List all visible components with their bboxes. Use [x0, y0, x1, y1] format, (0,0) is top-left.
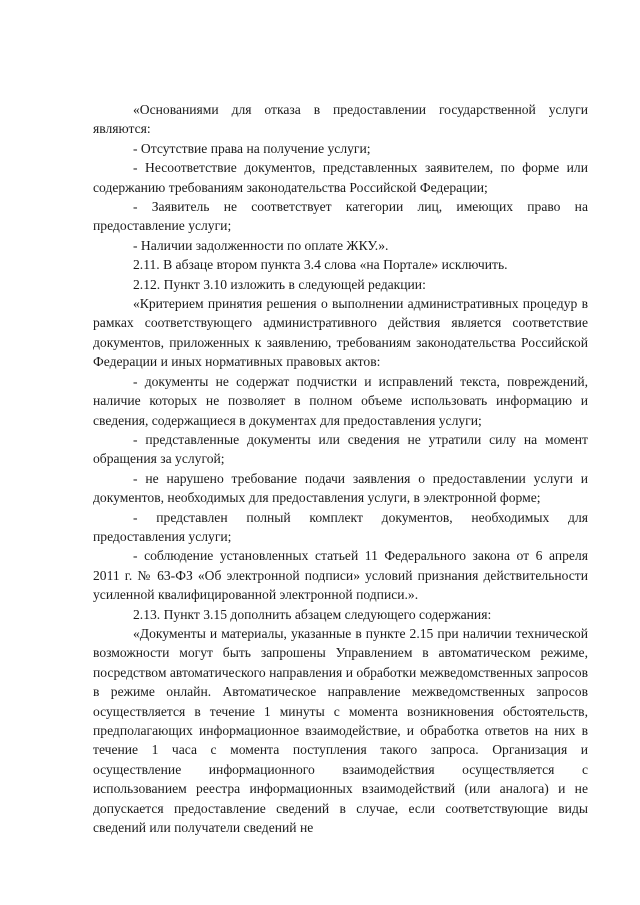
paragraph-item-2-11: 2.11. В абзаце втором пункта 3.4 слова «на Портале» исключить. [133, 257, 508, 273]
document-page [93, 100, 588, 837]
paragraph-criterion-valid-docs: - представленные документы или сведения не утратили силу на момент обращения за услугой; [93, 431, 588, 467]
paragraph-criterion-no-erasures: - документы не содержат подчистки и исправлений текста, повреждений, наличие которых не позволяет в полном объеме использовать информацию и сведения, содержащиеся в документах для предоставления услуги; [93, 373, 588, 428]
paragraph-refusal-grounds-intro: «Основаниями для отказа в предоставлении государственной услуги являются: [93, 102, 588, 137]
paragraph-criterion-electronic-form: - не нарушено требование подачи заявления о предоставлении услуги и документов, необходимых для предоставления услуги, в электронной форме; [93, 470, 588, 506]
paragraph-decision-criterion: «Критерием принятия решения о выполнении административных процедур в рамках соответствующего административного действия является соответствие документов, приложенных к заявлению, требованиям законодательства Российской Федерации и иных нормативных правовых актов: [93, 296, 588, 370]
paragraph-refusal-category: - Заявитель не соответствует категории лиц, имеющих право на предоставление услуги; [93, 199, 588, 234]
paragraph-item-2-12: 2.12. Пункт 3.10 изложить в следующей редакции: [133, 276, 426, 292]
paragraph-refusal-no-right: - Отсутствие права на получение услуги; [133, 140, 371, 156]
paragraph-criterion-e-signature: - соблюдение установленных статьей 11 Федерального закона от 6 апреля 2011 г. № 63-ФЗ «Об электронной подписи» условий признания действительности усиленной квалифицированной электронной подписи.». [93, 548, 588, 603]
paragraph-criterion-full-set: - представлен полный комплект документов, необходимых для предоставления услуги; [93, 509, 588, 544]
paragraph-refusal-debt: - Наличии задолженности по оплате ЖКУ.». [133, 237, 389, 253]
paragraph-refusal-docs-mismatch: - Несоответствие документов, представленных заявителем, по форме или содержанию требованиям законодательства Российской Федерации; [93, 160, 588, 195]
paragraph-item-2-13: 2.13. Пункт 3.15 дополнить абзацем следующего содержания: [133, 606, 492, 622]
paragraph-interagency-requests: «Документы и материалы, указанные в пункте 2.15 при наличии технической возможности могут быть запрошены Управлением в автоматическом режиме, посредством автоматического направления и обработки межведомственных запросов в режиме онлайн. Автоматическое направление межведомственных запросов осуществляется в течение 1 минуты с момента возникновения обстоятельств, предполагающих информационное взаимодействие, и обработка ответов на них в течение 1 часа с момента поступления такого запроса. Организация и осуществление информационного взаимодействия осуществляется с использованием реестра информационных взаимодействий (или аналога) и не допускается предоставление сведений в случае, если соответствующие виды сведений или получатели сведений не [93, 625, 588, 836]
